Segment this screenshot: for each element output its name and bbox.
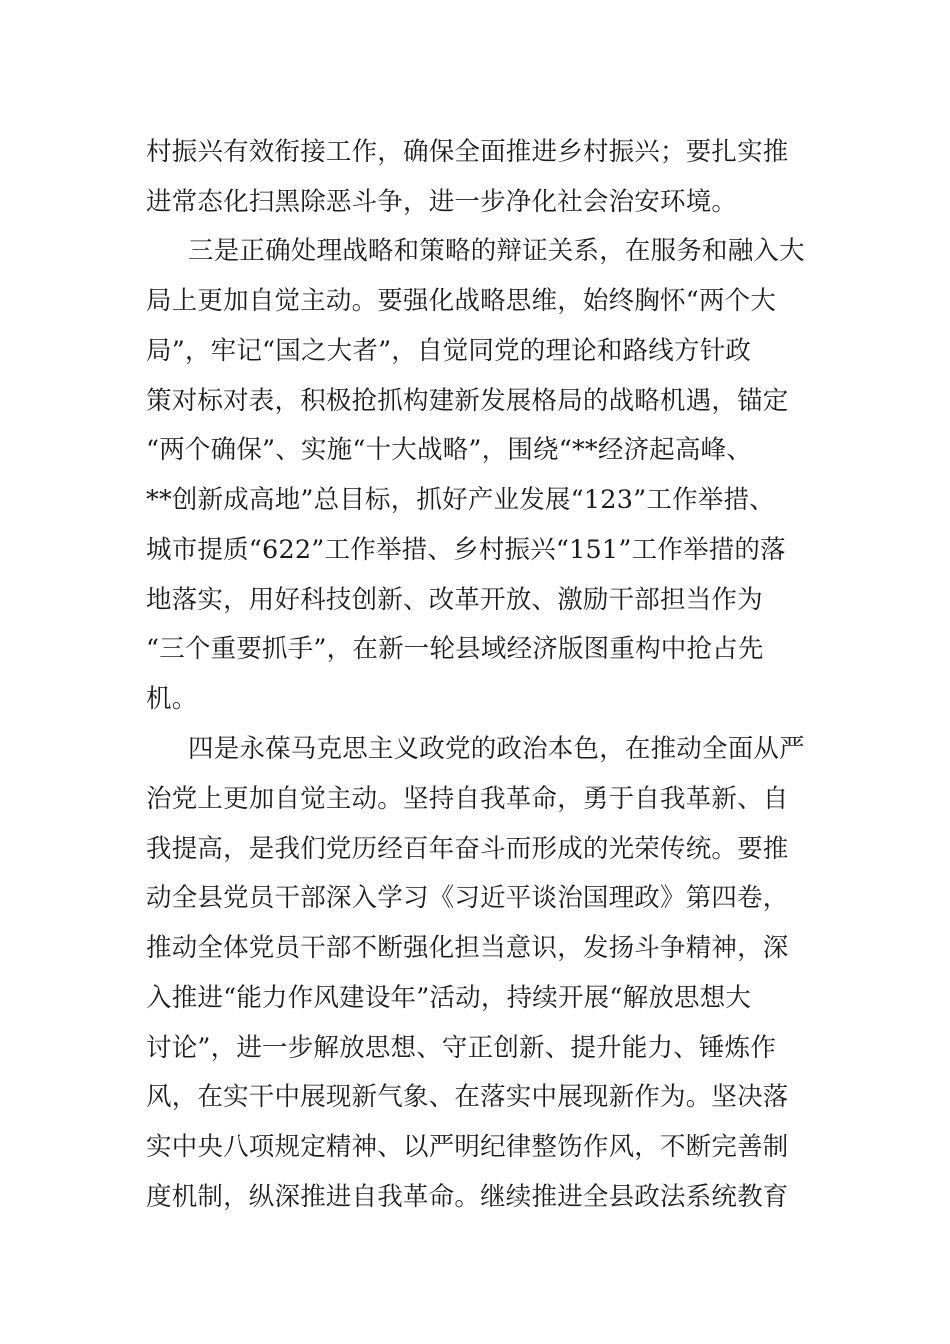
paragraph-3-start: 三是正确处理战略和策略的辩证关系，在服务和融入大 <box>188 236 805 266</box>
text-line-8: **创新成高地”总目标，抓好产业发展“123”工作举措、 <box>146 485 775 515</box>
text-line-22: 度机制，纵深推进自我革命。继续推进全县政法系统教育 <box>146 1182 789 1212</box>
text-line-14: 治党上更加自觉主动。坚持自我革命，勇于自我革新、自 <box>146 784 789 814</box>
text-line-9: 城市提质“622”工作举措、乡村振兴“151”工作举措的落 <box>146 535 786 565</box>
text-line-17: 推动全体党员干部不断强化担当意识，发扬斗争精神，深 <box>146 933 789 963</box>
text-line-4: 局上更加自觉主动。要强化战略思维，始终胸怀“两个大 <box>146 286 777 316</box>
text-line-15: 我提高，是我们党历经百年奋斗而形成的光荣传统。要推 <box>146 834 789 864</box>
text-line-20: 风，在实干中展现新气象、在落实中展现新作为。坚决落 <box>146 1082 789 1112</box>
text-line-18: 入推进“能力作风建设年”活动，持续开展“解放思想大 <box>146 983 752 1013</box>
text-line-21: 实中央八项规定精神、以严明纪律整饬作风，不断完善制 <box>146 1132 789 1162</box>
text-line-6: 策对标对表，积极抢抓构建新发展格局的战略机遇，锚定 <box>146 386 789 416</box>
text-line-10: 地落实，用好科技创新、改革开放、激励干部担当作为 <box>146 585 763 615</box>
text-line-12: 机。 <box>146 684 198 714</box>
text-line-16: 动全县党员干部深入学习《习近平谈治国理政》第四卷， <box>146 883 789 913</box>
text-line-11: “三个重要抓手”，在新一轮县域经济版图重构中抢占先 <box>146 634 764 664</box>
text-line-2: 进常态化扫黑除恶斗争，进一步净化社会治安环境。 <box>146 187 738 217</box>
text-line-7: “两个确保”、实施“十大战略”，围绕“**经济起高峰、 <box>146 435 753 465</box>
text-line-19: 讨论”，进一步解放思想、守正创新、提升能力、锤炼作 <box>146 1033 777 1063</box>
paragraph-4-start: 四是永葆马克思主义政党的政治本色，在推动全面从严 <box>188 734 805 764</box>
text-line-5: 局”，牢记“国之大者”，自觉同党的理论和路线方针政 <box>146 336 752 366</box>
text-line-1: 村振兴有效衔接工作，确保全面推进乡村振兴；要扎实推 <box>146 137 789 167</box>
